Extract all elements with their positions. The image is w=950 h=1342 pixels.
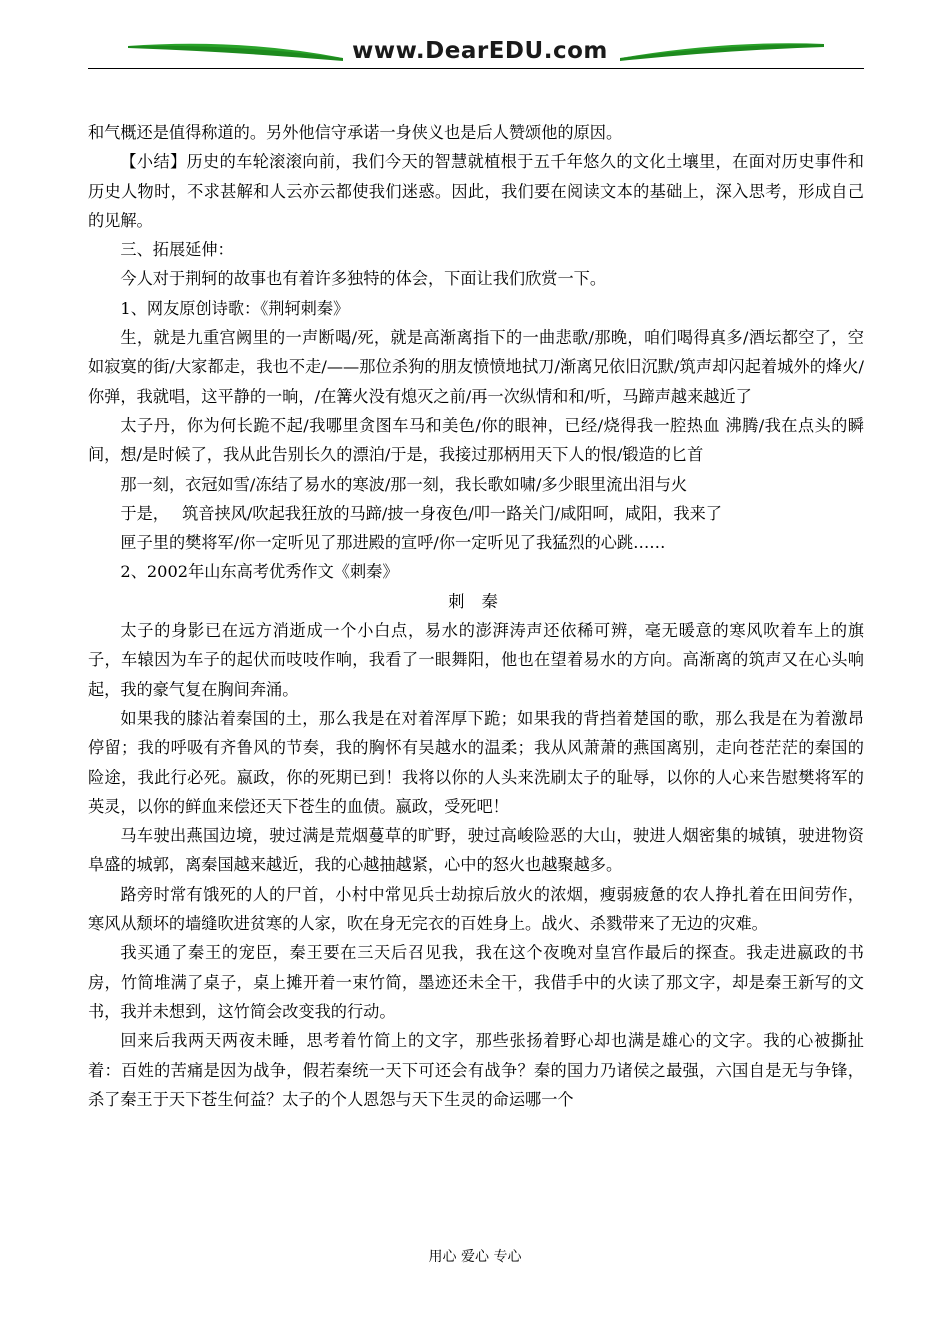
header-divider [88,68,864,69]
essay-paragraph-2: 如果我的膝沾着秦国的土，那么我是在对着浑厚下跪；如果我的背挡着楚国的歌，那么我是在为着激昂停留；我的呼吸有齐鲁风的节奏，我的胸怀有吴越水的温柔；我从风萧萧的燕国离别，走向苍茫茫的秦国的险途，我此行必死。嬴政，你的死期已到！我将以你的人头来洗刷太子的耻辱，以你的人心来告慰樊将军的英灵，以你的鲜血来偿还天下苍生的血债。嬴政，受死吧！ [88,708,864,816]
poem-stanza-1: 生，就是九重宫阙里的一声断喝/死，就是高渐离指下的一曲悲歌/那晚，咱们喝得真多/酒坛都空了，空如寂寞的街/大家都走，我也不走/——那位杀狗的朋友愤愤地拭刀/渐离兄依旧沉默/筑声却闪起着城外的烽火/你弹，我就唱，这平静的一晌，/在篝火没有熄灭之前/再一次纵情和和/听，马蹄声越来越近了 [88,328,864,406]
paragraph-summary: 【小结】历史的车轮滚滚向前，我们今天的智慧就植根于五千年悠久的文化土壤里，在面对历史事件和历史人物时，不求甚解和人云亦云都使我们迷惑。因此，我们要在阅读文本的基础上，深入思考，形成自己的见解。 [88,152,864,230]
poem-stanza-5: 匣子里的樊将军/你一定听见了那进殿的宣呼/你一定听见了我猛烈的心跳…… [120,533,666,553]
essay-paragraph-5: 我买通了秦王的宠臣，秦王要在三天后召见我，我在这个夜晚对皇宫作最后的探查。我走进嬴政的书房，竹简堆满了桌子，桌上摊开着一束竹简，墨迹还未全干，我借手中的火读了那文字，却是秦王新写的文书，我并未想到，这竹简会改变我的行动。 [88,943,864,1021]
item-heading-essay: 2、2002年山东高考优秀作文《刺秦》 [120,562,399,582]
poem-stanza-3: 那一刻，衣冠如雪/冻结了易水的寒波/那一刻，我长歌如啸/多少眼里流出泪与火 [120,474,688,494]
paragraph-intro: 今人对于荆轲的故事也有着许多独特的体会，下面让我们欣赏一下。 [120,269,607,289]
item-heading-poem: 1、网友原创诗歌：《荆轲刺秦》 [120,298,350,318]
section-heading-extension: 三、拓展延伸： [120,240,234,260]
page-footer: 用心 爱心 专心 [428,1249,522,1265]
document-body [88,118,864,1114]
paragraph-continuation: 和气概还是值得称道的。另外他信守承诺一身侠义也是后人赞颂他的原因。 [88,123,623,142]
essay-paragraph-6: 回来后我两天两夜未睡，思考着竹简上的文字，那些张扬着野心却也满是雄心的文字。我的心被撕扯着：百姓的苦痛是因为战争，假若秦统一天下可还会有战争？秦的国力乃诸侯之最强，六国自是无与争锋，杀了秦王于天下苍生何益？太子的个人恩怨与天下生灵的命运哪一个 [88,1031,864,1109]
essay-title: 刺 秦 [448,591,504,611]
poem-stanza-2: 太子丹，你为何长跪不起/我哪里贪图车马和美色/你的眼神，已经/烧得我一腔热血 沸腾/我在点头的瞬间，想/是时候了，我从此告别长久的漂泊/于是，我接过那柄用天下人的恨/锻造的匕首 [88,415,864,465]
essay-paragraph-3: 马车驶出燕国边境，驶过满是荒烟蔓草的旷野，驶过高峻险恶的大山，驶进人烟密集的城镇，驶进物资阜盛的城郭，离秦国越来越近，我的心越抽越紧，心中的怒火也越聚越多。 [88,826,864,875]
essay-paragraph-4: 路旁时常有饿死的人的尸首，小村中常见兵士劫掠后放火的浓烟，瘦弱疲惫的农人挣扎着在田间劳作，寒风从颓坏的墙缝吹进贫寒的人家，吹在身无完衣的百姓身上。战火、杀戮带来了无边的灾难。 [88,884,864,934]
poem-stanza-4: 于是， 筑音挟风/吹起我狂放的马蹄/披一身夜色/叩一路关门/咸阳呵，咸阳，我来了 [120,503,722,523]
essay-paragraph-1: 太子的身影已在远方消逝成一个小白点，易水的澎湃涛声还依稀可辨，毫无暖意的寒风吹着车上的旗子，车辕因为车子的起伏而吱吱作响，我看了一眼舞阳，他也在望着易水的方向。高渐离的筑声又在心头响起，我的豪气复在胸间奔涌。 [88,621,864,699]
site-logo-text[interactable]: www.DearEDU.com [352,38,608,64]
